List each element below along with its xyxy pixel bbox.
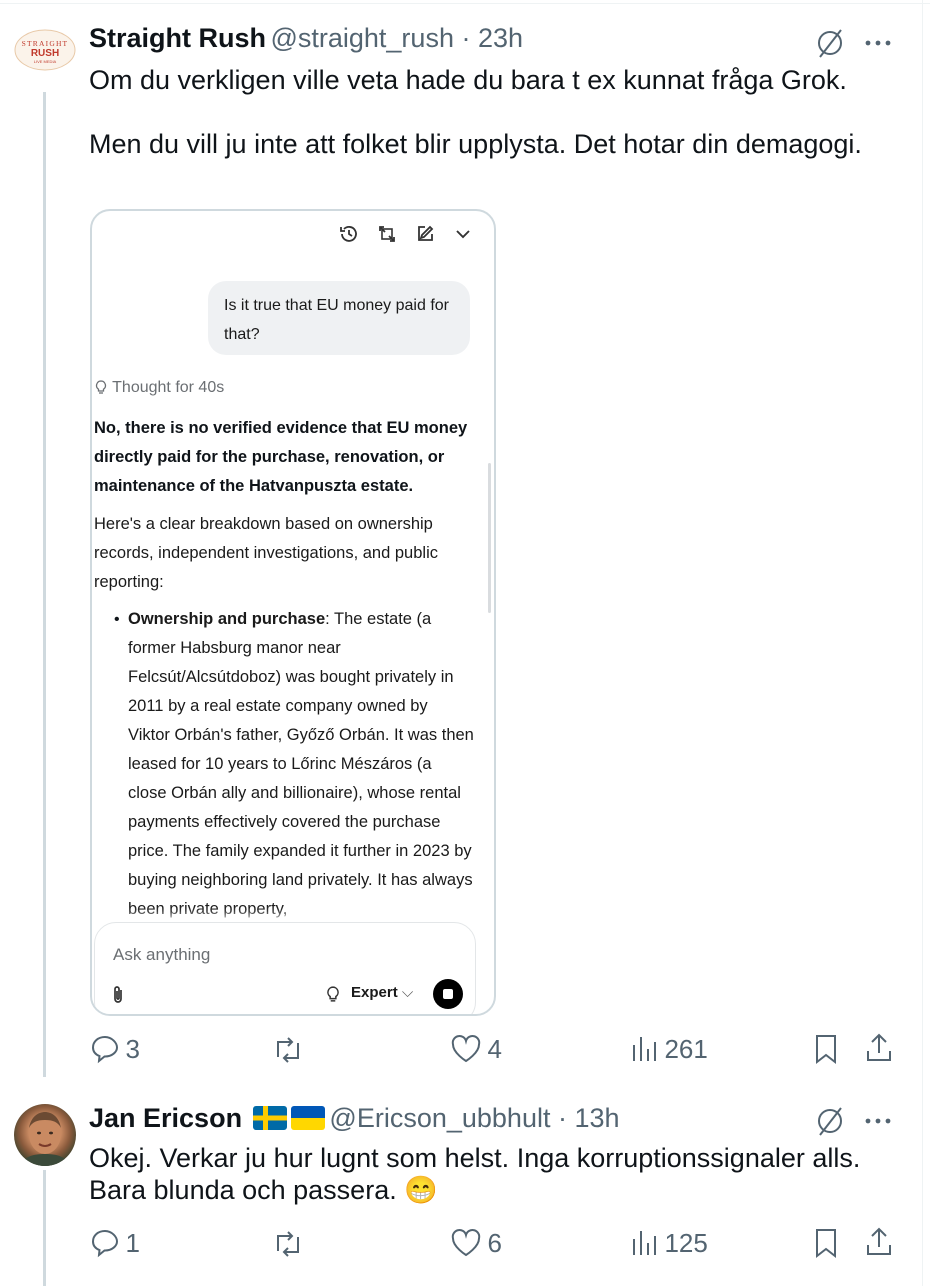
edit-icon	[414, 223, 436, 250]
lightbulb-icon	[94, 380, 108, 394]
author-name[interactable]: Straight Rush	[89, 23, 267, 53]
repost-button[interactable]	[270, 1035, 306, 1070]
repost-button[interactable]	[270, 1229, 306, 1264]
views-icon	[630, 1033, 660, 1065]
bookmark-icon	[812, 1227, 840, 1259]
share-icon	[863, 1031, 895, 1065]
views-button[interactable]	[630, 1033, 708, 1065]
share-button[interactable]	[863, 1031, 895, 1070]
heart-icon	[449, 1227, 483, 1259]
repost-icon	[270, 1035, 306, 1065]
ukraine-flag-icon	[291, 1106, 325, 1135]
author-name[interactable]: Jan Ericson	[89, 1103, 243, 1133]
bookmark-button[interactable]	[812, 1033, 840, 1070]
mode-selector[interactable]: Expert ⌵	[351, 984, 414, 1001]
tweet1-text: Om du verkligen ville veta hade du bara t ex kunnat fråga Grok. Men du vill ju inte att folket blir upplysta. Det hotar din demagogi.	[89, 65, 862, 159]
share-icon	[863, 1225, 895, 1259]
grok-slash-icon[interactable]	[812, 1103, 848, 1144]
top-divider	[0, 3, 930, 4]
thread-line-lower	[43, 1170, 46, 1286]
bookmark-button[interactable]	[812, 1227, 840, 1264]
grok-screenshot[interactable]	[90, 209, 496, 1016]
like-count: 4	[487, 1034, 502, 1064]
stop-button[interactable]	[433, 979, 463, 1009]
mode-bulb-icon	[325, 986, 341, 1007]
bullet-ownership: Ownership and purchase: The estate (a former Habsburg manor near Felcsút/Alcsútdoboz) was bought privately in 2011 by a real estate company owned by Viktor Orbán's father, Győző Orbán. It was then leased for 10 years to Lőrinc Mészáros (a close Orbán ally and billionaire), whose rental payments effectively covered the purchase price. The family expanded it further in 2023 by buying neighboring land privately. It has always been private property,	[128, 610, 474, 918]
scrollbar[interactable]	[488, 463, 491, 613]
tweet2-text: Okej. Verkar ju hur lugnt som helst. Inga korruptionssignaler alls. Bara blunda och passera. 😁	[89, 1143, 861, 1205]
attach-icon[interactable]	[109, 985, 127, 1010]
views-count: 125	[664, 1228, 708, 1258]
answer-intro: Here's a clear breakdown based on ownership records, independent investigations, and public reporting:	[94, 515, 438, 591]
author-handle-time[interactable]: @Ericson_ubbhult · 13h	[329, 1103, 620, 1133]
share-button[interactable]	[863, 1225, 895, 1264]
user-question-bubble	[208, 281, 470, 355]
views-icon	[630, 1227, 660, 1259]
reply-icon	[89, 1033, 121, 1065]
history-icon	[338, 223, 360, 250]
grok-slash-icon[interactable]	[812, 25, 848, 66]
reply-button[interactable]	[89, 1227, 140, 1259]
ask-input-placeholder[interactable]: Ask anything	[113, 945, 211, 964]
reply-count: 3	[125, 1034, 140, 1064]
avatar-line-3: LIVE MEDIA	[33, 59, 57, 64]
like-button[interactable]	[449, 1227, 502, 1259]
reply-icon	[89, 1227, 121, 1259]
avatar-jan-ericson[interactable]	[14, 1104, 76, 1166]
like-count: 6	[487, 1228, 502, 1258]
avatar-line-1: STRAIGHT	[21, 39, 69, 48]
bookmark-icon	[812, 1033, 840, 1065]
tweet1-header	[89, 23, 523, 54]
views-button[interactable]	[630, 1227, 708, 1259]
more-options-icon[interactable]	[863, 1106, 893, 1141]
heart-icon	[449, 1033, 483, 1065]
reply-button[interactable]	[89, 1033, 140, 1065]
avatar-line-2: RUSH	[30, 48, 60, 59]
like-button[interactable]	[449, 1033, 502, 1065]
thread-line	[43, 92, 46, 1077]
views-count: 261	[664, 1034, 708, 1064]
chevron-down-icon	[452, 223, 474, 250]
right-border	[922, 0, 923, 1286]
reply-count: 1	[125, 1228, 140, 1258]
author-handle-time[interactable]: @straight_rush · 23h	[270, 23, 524, 53]
bullet-marker: •	[114, 611, 120, 628]
more-options-icon[interactable]	[863, 28, 893, 63]
user-question: Is it true that EU money paid for that?	[224, 297, 449, 343]
grok-input-box[interactable]	[94, 922, 476, 1016]
thought-label: Thought for 40s	[94, 379, 224, 397]
sweden-flag-icon	[253, 1106, 287, 1135]
answer-summary: No, there is no verified evidence that EU money directly paid for the purchase, renovation, or maintenance of the Hatvanpuszta estate.	[94, 419, 468, 495]
repost-icon	[270, 1229, 306, 1259]
tweet2-header	[89, 1103, 620, 1135]
avatar-straight-rush[interactable]	[14, 27, 76, 73]
expand-icon	[376, 223, 398, 250]
